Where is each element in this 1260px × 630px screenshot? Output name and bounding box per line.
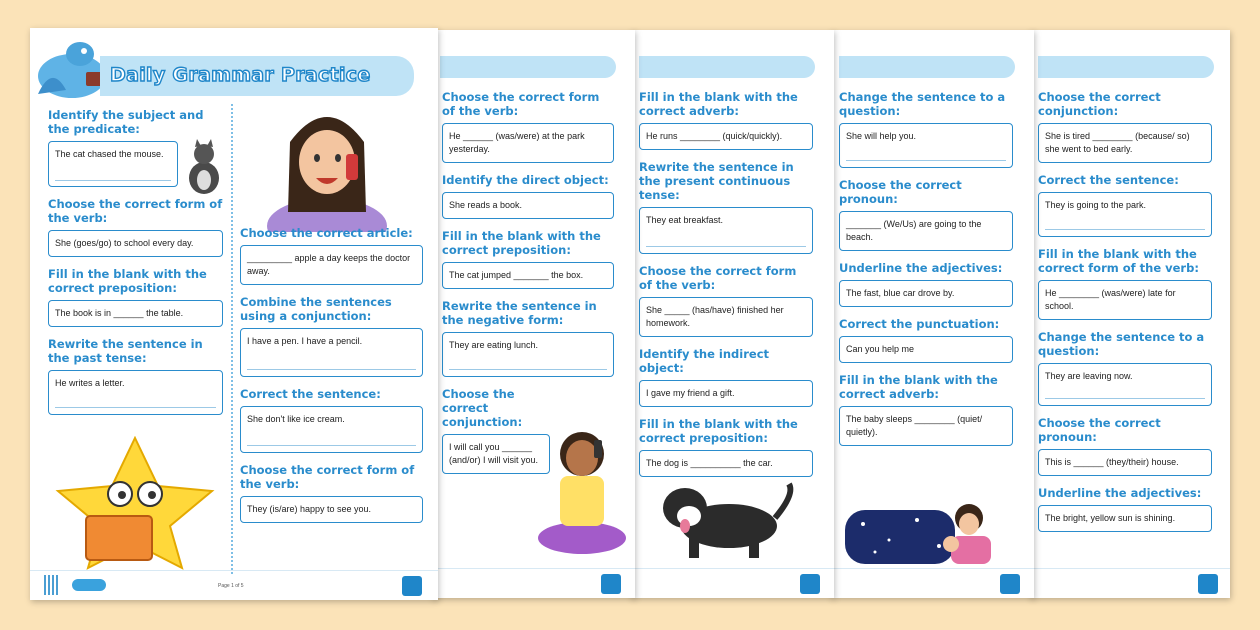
exercise-sentence: She don't like ice cream.: [247, 414, 345, 424]
girl-phone-illustration: [262, 102, 392, 232]
star-reading-illustration: [50, 436, 220, 571]
question-block: [48, 337, 223, 415]
badge-icon: [800, 574, 820, 594]
page-title: Daily Grammar Practice: [110, 64, 371, 86]
answer-box[interactable]: [1038, 192, 1212, 237]
question-prompt: Combine the sentences using a conjunction:: [240, 295, 392, 323]
answer-box[interactable]: [48, 230, 223, 257]
exercise-sentence: I gave my friend a gift.: [646, 388, 735, 398]
exercise-sentence: She _____ (has/have) finished her homework.: [646, 305, 784, 328]
question-block: [240, 463, 423, 523]
question-block: [240, 387, 423, 453]
question-block: [442, 299, 614, 377]
question-prompt: Identify the direct object:: [442, 173, 609, 187]
answer-box[interactable]: [48, 141, 178, 187]
question-block: [1038, 486, 1212, 532]
worksheet-page-3: [631, 30, 834, 598]
question-prompt: Identify the subject and the predicate:: [48, 108, 204, 136]
exercise-sentence: She is tired ________ (because/ so) she went to bed early.: [1045, 131, 1190, 154]
question-block: [639, 417, 813, 477]
question-column: [1038, 90, 1212, 542]
exercise-sentence: The baby sleeps ________ (quiet/ quietly).: [846, 414, 983, 437]
answer-box[interactable]: [1038, 449, 1212, 476]
exercise-sentence: The fast, blue car drove by.: [846, 288, 955, 298]
exercise-sentence: I will call you ______ (and/or) I will visit you.: [449, 442, 539, 465]
question-prompt: Choose the correct form of the verb:: [240, 463, 415, 491]
exercise-sentence: Can you help me: [846, 344, 915, 354]
badge-icon: [1000, 574, 1020, 594]
girl-sitting-phone-illustration: [536, 420, 628, 558]
question-prompt: Fill in the blank with the correct preposition:: [442, 229, 601, 257]
answer-box[interactable]: [839, 280, 1013, 307]
page-number: Page 1 of 5: [218, 583, 244, 589]
question-prompt: Fill in the blank with the correct preposition:: [48, 267, 207, 295]
column-divider: [231, 104, 233, 574]
question-block: [442, 90, 614, 163]
question-block: [1038, 247, 1212, 320]
question-block: [442, 173, 614, 219]
question-block: [839, 373, 1013, 446]
question-prompt: Rewrite the sentence in the negative form:: [442, 299, 597, 327]
exercise-sentence: I have a pen. I have a pencil.: [247, 336, 363, 346]
worksheet-page-5: [1030, 30, 1230, 598]
exercise-sentence: He runs ________ (quick/quickly).: [646, 131, 783, 141]
answer-box[interactable]: [839, 336, 1013, 363]
question-prompt: Identify the indirect object:: [639, 347, 770, 375]
answer-box[interactable]: [442, 332, 614, 377]
qr-code-icon: [44, 575, 60, 595]
question-block: [48, 197, 223, 257]
answer-box[interactable]: [48, 370, 223, 415]
question-block: [839, 90, 1013, 168]
answer-box[interactable]: [240, 328, 423, 377]
exercise-sentence: The dog is __________ the car.: [646, 458, 773, 468]
exercise-sentence: The bright, yellow sun is shining.: [1045, 513, 1176, 523]
badge-icon: [402, 576, 422, 596]
question-block: [48, 267, 223, 327]
exercise-sentence: They are eating lunch.: [449, 340, 539, 350]
answer-box[interactable]: [48, 300, 223, 327]
question-block: [839, 261, 1013, 307]
question-prompt: Choose the correct pronoun:: [839, 178, 962, 206]
exercise-sentence: The cat chased the mouse.: [55, 149, 164, 159]
question-prompt: Choose the correct pronoun:: [1038, 416, 1161, 444]
title-banner: [440, 56, 616, 78]
exercise-sentence: This is ______ (they/their) house.: [1045, 457, 1179, 467]
exercise-sentence: The cat jumped _______ the box.: [449, 270, 584, 280]
question-prompt: Fill in the blank with the correct adverb:: [839, 373, 998, 401]
question-block: [1038, 416, 1212, 476]
exercise-sentence: _______ (We/Us) are going to the beach.: [846, 219, 982, 242]
answer-box[interactable]: [442, 434, 550, 474]
cat-illustration: [182, 138, 226, 196]
badge-icon: [1198, 574, 1218, 594]
exercise-sentence: _________ apple a day keeps the doctor away.: [247, 253, 411, 276]
answer-box[interactable]: [240, 406, 423, 453]
question-block: [1038, 330, 1212, 406]
question-prompt: Correct the sentence:: [240, 387, 381, 401]
answer-box[interactable]: [442, 123, 614, 163]
question-prompt: Rewrite the sentence in the past tense:: [48, 337, 203, 365]
question-prompt: Underline the adjectives:: [1038, 486, 1202, 500]
question-block: [1038, 173, 1212, 237]
badge-icon: [601, 574, 621, 594]
question-block: [839, 178, 1013, 251]
exercise-sentence: They (is/are) happy to see you.: [247, 504, 372, 514]
exercise-sentence: He ________ (was/were) late for school.: [1045, 288, 1176, 311]
question-column: [839, 90, 1013, 456]
question-block: [639, 160, 813, 254]
page-footer: [831, 568, 1034, 598]
dog-illustration: [649, 474, 799, 562]
answer-box[interactable]: [442, 192, 614, 219]
exercise-sentence: The book is in ______ the table.: [55, 308, 184, 318]
page-footer: [30, 570, 438, 600]
question-prompt: Correct the punctuation:: [839, 317, 1000, 331]
question-block: [442, 229, 614, 289]
mother-baby-night-illustration: [843, 500, 1013, 564]
right-question-column: [240, 226, 423, 533]
exercise-sentence: He writes a letter.: [55, 378, 125, 388]
question-prompt: Choose the correct conjunction:: [442, 387, 523, 429]
answer-box[interactable]: [639, 123, 813, 150]
exercise-sentence: She reads a book.: [449, 200, 523, 210]
question-prompt: Choose the correct form of the verb:: [442, 90, 600, 118]
question-prompt: Change the sentence to a question:: [839, 90, 1006, 118]
brand-logo-icon: [72, 579, 106, 591]
question-prompt: Fill in the blank with the correct preposition:: [639, 417, 798, 445]
answer-box[interactable]: [442, 262, 614, 289]
title-banner: [1038, 56, 1214, 78]
question-block: [639, 90, 813, 150]
exercise-sentence: She will help you.: [846, 131, 917, 141]
answer-box[interactable]: [639, 297, 813, 337]
question-prompt: Change the sentence to a question:: [1038, 330, 1205, 358]
question-prompt: Fill in the blank with the correct adverb:: [639, 90, 798, 118]
question-column: [639, 90, 813, 487]
question-prompt: Correct the sentence:: [1038, 173, 1179, 187]
answer-box[interactable]: [1038, 363, 1212, 406]
exercise-sentence: She (goes/go) to school every day.: [55, 238, 194, 248]
title-banner: [839, 56, 1015, 78]
question-block: [240, 295, 423, 377]
worksheet-page-1: [30, 28, 438, 600]
question-block: [1038, 90, 1212, 163]
exercise-sentence: They eat breakfast.: [646, 215, 724, 225]
question-block: [240, 226, 423, 285]
page-footer: [631, 568, 834, 598]
question-prompt: Choose the correct article:: [240, 226, 413, 240]
answer-box[interactable]: [639, 380, 813, 407]
exercise-sentence: He ______ (was/were) at the park yesterday.: [449, 131, 585, 154]
page-footer: [1030, 568, 1230, 598]
question-prompt: Choose the correct conjunction:: [1038, 90, 1161, 118]
worksheet-page-2: [432, 30, 635, 598]
answer-box[interactable]: [639, 450, 813, 477]
question-block: [639, 264, 813, 337]
question-prompt: Rewrite the sentence in the present continuous tense:: [639, 160, 794, 202]
question-prompt: Choose the correct form of the verb:: [639, 264, 797, 292]
answer-box[interactable]: [240, 245, 423, 285]
answer-box[interactable]: [839, 211, 1013, 251]
page-footer: [432, 568, 635, 598]
question-prompt: Choose the correct form of the verb:: [48, 197, 223, 225]
question-prompt: Fill in the blank with the correct form of the verb:: [1038, 247, 1199, 275]
answer-box[interactable]: [240, 496, 423, 523]
answer-box[interactable]: [1038, 505, 1212, 532]
exercise-sentence: They are leaving now.: [1045, 371, 1133, 381]
answer-box[interactable]: [839, 406, 1013, 446]
exercise-sentence: They is going to the park.: [1045, 200, 1147, 210]
answer-box[interactable]: [1038, 123, 1212, 163]
title-banner: [639, 56, 815, 78]
answer-box[interactable]: [1038, 280, 1212, 320]
answer-box[interactable]: [639, 207, 813, 254]
question-prompt: Underline the adjectives:: [839, 261, 1003, 275]
worksheet-page-4: [831, 30, 1034, 598]
question-block: [839, 317, 1013, 363]
question-block: [639, 347, 813, 407]
answer-box[interactable]: [839, 123, 1013, 168]
